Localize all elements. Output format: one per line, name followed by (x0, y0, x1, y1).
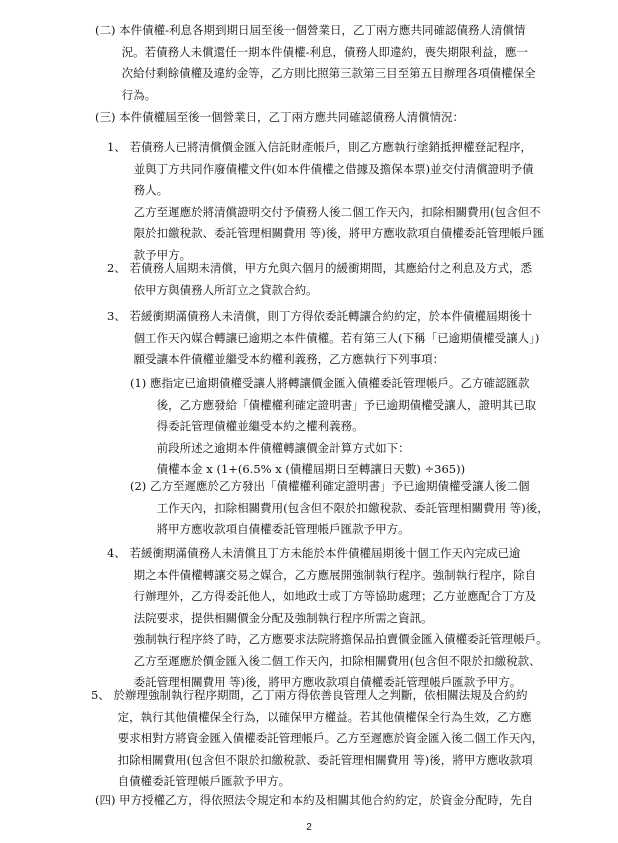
text-line: (二) 本件債權-利息各期到期日屆至後一個營業日，乙丁兩方應共同確認債務人清償情 (95, 23, 526, 37)
text-line: (三) 本件債權屆至後一個營業日，乙丁兩方應共同確認債務人清償情況： (95, 110, 465, 124)
text-line: 次給付剩餘債權及違約金等，乙方則比照第三款第三目至第五目辦理各項債權保全 (95, 66, 536, 80)
paragraph-s2 (95, 20, 588, 106)
text-line: 行為。 (95, 87, 157, 102)
text-line: 依甲方與債務人所訂立之貸款合約。 (107, 282, 318, 297)
paragraph-s3-5 (91, 685, 588, 793)
text-line: 個工作天內媒合轉讓已逾期之本件債權。若有第三人(下稱「已逾期債權受讓人」) (107, 330, 540, 345)
text-line: 債權本金 x (1+(6.5% x (債權屆期日至轉讓日天數) ÷365)) (130, 462, 466, 476)
paragraph-s3-3 (107, 306, 588, 371)
text-line: 限於扣繳稅款、委託管理相關費用 等)後，將甲方應收款項自債權委託管理帳戶匯 (107, 226, 545, 240)
text-line: 4、 若緩衝期滿債務人未清償且丁方未能於本件債權屆期後十個工作天內完成已逾 (107, 546, 521, 560)
text-line: 乙方至遲應於價金匯入後二個工作天內，扣除相關費用(包含但不限於扣繳稅款、 (107, 653, 541, 668)
text-line: 強制執行程序終了時，乙方應要求法院將擔保品拍賣價金匯入債權委託管理帳戶。 (107, 632, 548, 646)
text-line: 並與丁方共同作廢債權文件(如本件債權之借據及擔保本票)並交付清償證明予債 (107, 161, 534, 176)
text-line: 5、 於辦理強制執行程序期間，乙丁兩方得依善良管理人之判斷，依相關法規及合約約 (91, 688, 528, 702)
text-line: 要求相對方將資金匯入債權委託管理帳戶。乙方至遲應於資金匯入後二個工作天內， (91, 731, 544, 745)
text-line: 得委託管理債權並繼受本約之權利義務。 (130, 419, 364, 433)
text-line: (四) 甲方授權乙方，得依照法令規定和本約及相關其他合約約定，於資金分配時，先自 (95, 793, 534, 807)
paragraph-s3 (95, 107, 588, 129)
text-line: 扣除相關費用(包含但不限於扣繳稅款、委託管理相關費用 等)後，將甲方應收款項 (91, 752, 533, 767)
text-line: 況。若債務人未償還任一期本件債權-利息，債務人即違約，喪失期限利益，應一 (95, 44, 529, 59)
text-line: 願受讓本件債權並繼受本約權利義務，乙方應執行下列事項： (107, 352, 445, 366)
text-line: 前段所述之逾期本件債權轉讓價金計算方式如下： (130, 440, 410, 455)
text-line: 自債權委託管理帳戶匯款予甲方。 (91, 774, 291, 788)
text-line: 乙方至遲應於將清償證明交付予債務人後二個工作天內，扣除相關費用(包含但不 (107, 204, 541, 219)
paragraph-s3-4 (107, 543, 588, 694)
paragraph-s3-3-2 (130, 476, 588, 541)
text-line: 後，乙方應發給「債權權利確定證明書」予已逾期債權受讓人，證明其已取 (130, 397, 537, 412)
text-line: 工作天內，扣除相關費用(包含但不限於扣繳稅款、委託管理相關費用 等)後， (130, 500, 549, 515)
text-line: 務人。 (107, 183, 169, 197)
text-line: 委託管理相關費用 等)後，將甲方應收款項自債權委託管理帳戶匯款予甲方。 (107, 675, 522, 689)
text-line: 將甲方應收款項自債權委託管理帳戶匯款予甲方。 (130, 522, 410, 536)
text-line: 定，執行其他債權保全行為，以確保甲方權益。若其他債權保全行為生效，乙方應 (91, 709, 532, 724)
text-line: (1) 應指定已逾期債權受讓人將轉讓價金匯入債權委託管理帳戶。乙方確認匯款 (130, 376, 530, 390)
text-line: 3、 若緩衝期滿債務人未清償，則丁方得依委託轉讓合約約定，於本件債權屆期後十 (107, 309, 532, 323)
text-line: 款予甲方。 (107, 247, 192, 262)
paragraph-s3-2 (107, 258, 588, 301)
text-line: 期之本件債權轉讓交易之媒合，乙方應展開強制執行程序。強制執行程序，除自 (107, 567, 537, 582)
paragraph-s3-3-1 (130, 373, 588, 481)
page-number: 2 (306, 822, 312, 833)
paragraph-s3-1 (107, 137, 588, 266)
text-line: (2) 乙方至遲應於乙方發出「債權權利確定證明書」予已逾期債權受讓人後二個 (130, 479, 530, 493)
text-line: 行辦理外，乙方得委託他人，如地政士或丁方等協助處理；乙方並應配合丁方及 (107, 589, 537, 603)
paragraph-s4 (95, 790, 588, 812)
text-line: 法院要求，提供相關價金分配及強制執行程序所需之資訊。 (107, 610, 433, 625)
text-line: 1、 若債務人已將清償價金匯入信託財產帳戶，則乙方應執行塗銷抵押權登記程序， (107, 140, 532, 154)
text-line: 2、 若債務人屆期未清償，甲方允與六個月的緩衝期間，其應給付之利息及方式，悉 (107, 261, 532, 275)
